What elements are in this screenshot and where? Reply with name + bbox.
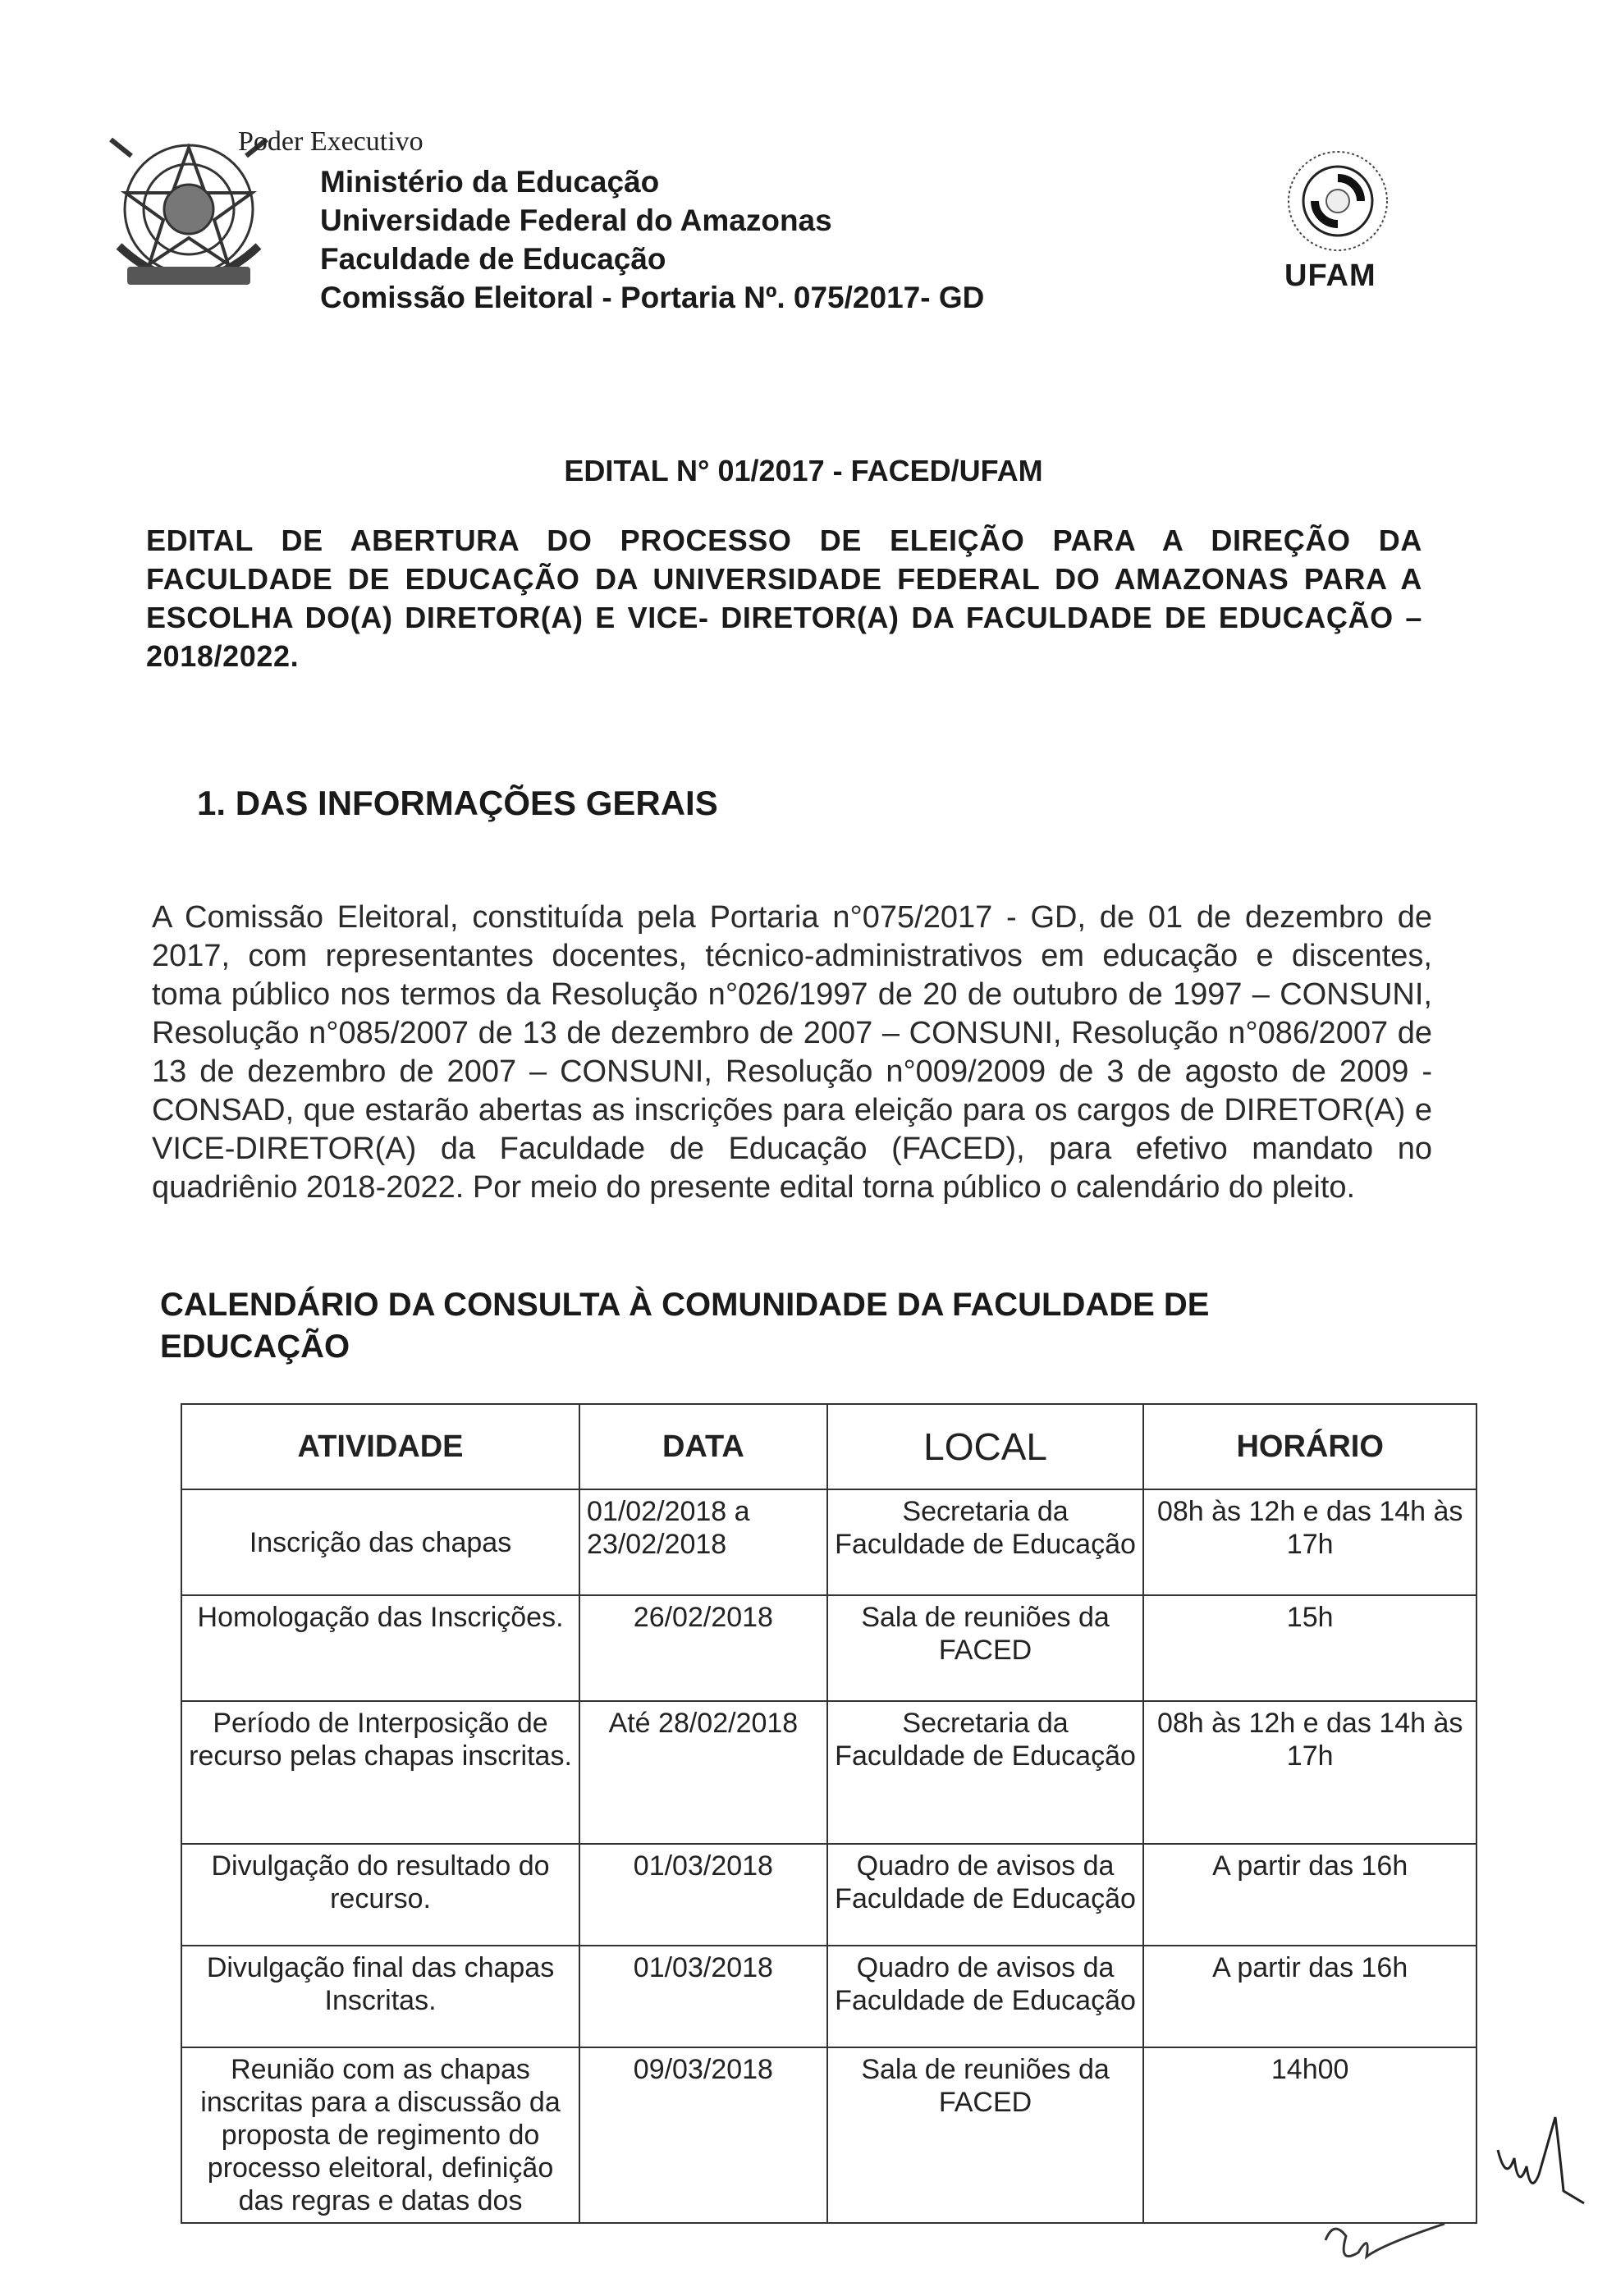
edital-number: EDITAL N° 01/2017 - FACED/UFAM [564, 454, 1043, 487]
table-row [181, 1844, 1477, 1946]
cell-local: Secretaria da Faculdade de Educação [827, 1489, 1144, 1595]
institution-block [320, 162, 984, 317]
cell-atividade: Período de Interposição de recurso pelas chapas inscritas. [181, 1701, 579, 1844]
commission-line: Comissão Eleitoral - Portaria Nº. 075/2017- GD [320, 281, 985, 314]
header-atividade: ATIVIDADE [181, 1404, 579, 1489]
ufam-logo-icon [1272, 139, 1403, 271]
cell-atividade: Inscrição das chapas [181, 1489, 579, 1595]
table-row [181, 1946, 1477, 2047]
cell-horario: 08h às 12h e das 14h às 17h [1143, 1489, 1477, 1595]
cell-local: Quadro de avisos da Faculdade de Educação [827, 1844, 1144, 1946]
table-row [181, 1701, 1477, 1844]
cell-horario: 15h [1143, 1595, 1477, 1701]
letterhead [94, 123, 1490, 328]
cell-local: Sala de reuniões da FACED [827, 2047, 1144, 2223]
header-data: DATA [579, 1404, 827, 1489]
calendar-heading: CALENDÁRIO DA CONSULTA À COMUNIDADE DA FACULDADE DE EDUCAÇÃO [160, 1287, 1210, 1365]
cell-data: 01/02/2018 a 23/02/2018 [579, 1489, 827, 1595]
poder-executivo-label: Poder Executivo [238, 126, 423, 157]
cell-data: 09/03/2018 [579, 2047, 827, 2223]
cell-atividade: Divulgação do resultado do recurso. [181, 1844, 579, 1946]
cell-data: Até 28/02/2018 [579, 1701, 827, 1844]
header-horario: HORÁRIO [1143, 1404, 1477, 1489]
cell-atividade: Reunião com as chapas inscritas para a discussão da proposta de regimento do processo eleitoral, definição das regras e datas dos [181, 2047, 579, 2223]
ministry-line: Ministério da Educação [320, 165, 660, 199]
edital-title: EDITAL DE ABERTURA DO PROCESSO DE ELEIÇÃO PARA A DIREÇÃO DA FACULDADE DE EDUCAÇÃO DA UNIVERSIDADE FEDERAL DO AMAZONAS PARA A ESCOLHA DO(A) DIRETOR(A) E VICE- DIRETOR(A) DA FACULDADE DE EDUCAÇÃO – 2018/2022. [146, 524, 1422, 673]
cell-horario: A partir das 16h [1143, 1946, 1477, 2047]
cell-horario: 14h00 [1143, 2047, 1477, 2223]
faculty-line: Faculdade de Educação [320, 242, 666, 276]
handwritten-initials-mark-2 [1321, 2207, 1453, 2273]
table-header-row [181, 1404, 1477, 1489]
table-row [181, 1489, 1477, 1595]
calendar-table [181, 1403, 1477, 2224]
cell-horario: A partir das 16h [1143, 1844, 1477, 1946]
cell-data: 01/03/2018 [579, 1844, 827, 1946]
ufam-logo-text: UFAM [1284, 258, 1376, 293]
section-heading: 1. DAS INFORMAÇÕES GERAIS [197, 784, 718, 822]
section-paragraph: A Comissão Eleitoral, constituída pela Portaria n°075/2017 - GD, de 01 de dezembro de 2017, com representantes docentes, técnico-administrativos em educação e discentes, toma público nos termos da Resolução n°026/1997 de 20 de outubro de 1997 – CONSUNI, Resolução n°085/2007 de 13 de dezembro de 2007 – CONSUNI, Resolução n°086/2007 de 13 de dezembro de 2007 – CONSUNI, Resolução n°009/2009 de 3 de agosto de 2009 - CONSAD, que estarão abertas as inscrições para eleição para os cargos de DIRETOR(A) e VICE-DIRETOR(A) da Faculdade de Educação (FACED), para efetivo mandato no quadriênio 2018-2022. Por meio do presente edital torna público o calendário do pleito. [152, 900, 1432, 1205]
table-row [181, 2047, 1477, 2223]
cell-local: Sala de reuniões da FACED [827, 1595, 1144, 1701]
handwritten-initials-mark [1490, 2101, 1588, 2207]
table-row [181, 1595, 1477, 1701]
header-local: LOCAL [827, 1404, 1144, 1489]
cell-data: 26/02/2018 [579, 1595, 827, 1701]
cell-data: 01/03/2018 [579, 1946, 827, 2047]
cell-horario: 08h às 12h e das 14h às 17h [1143, 1701, 1477, 1844]
university-line: Universidade Federal do Amazonas [320, 204, 832, 237]
cell-atividade: Homologação das Inscrições. [181, 1595, 579, 1701]
cell-atividade: Divulgação final das chapas Inscritas. [181, 1946, 579, 2047]
cell-local: Quadro de avisos da Faculdade de Educação [827, 1946, 1144, 2047]
cell-local: Secretaria da Faculdade de Educação [827, 1701, 1144, 1844]
